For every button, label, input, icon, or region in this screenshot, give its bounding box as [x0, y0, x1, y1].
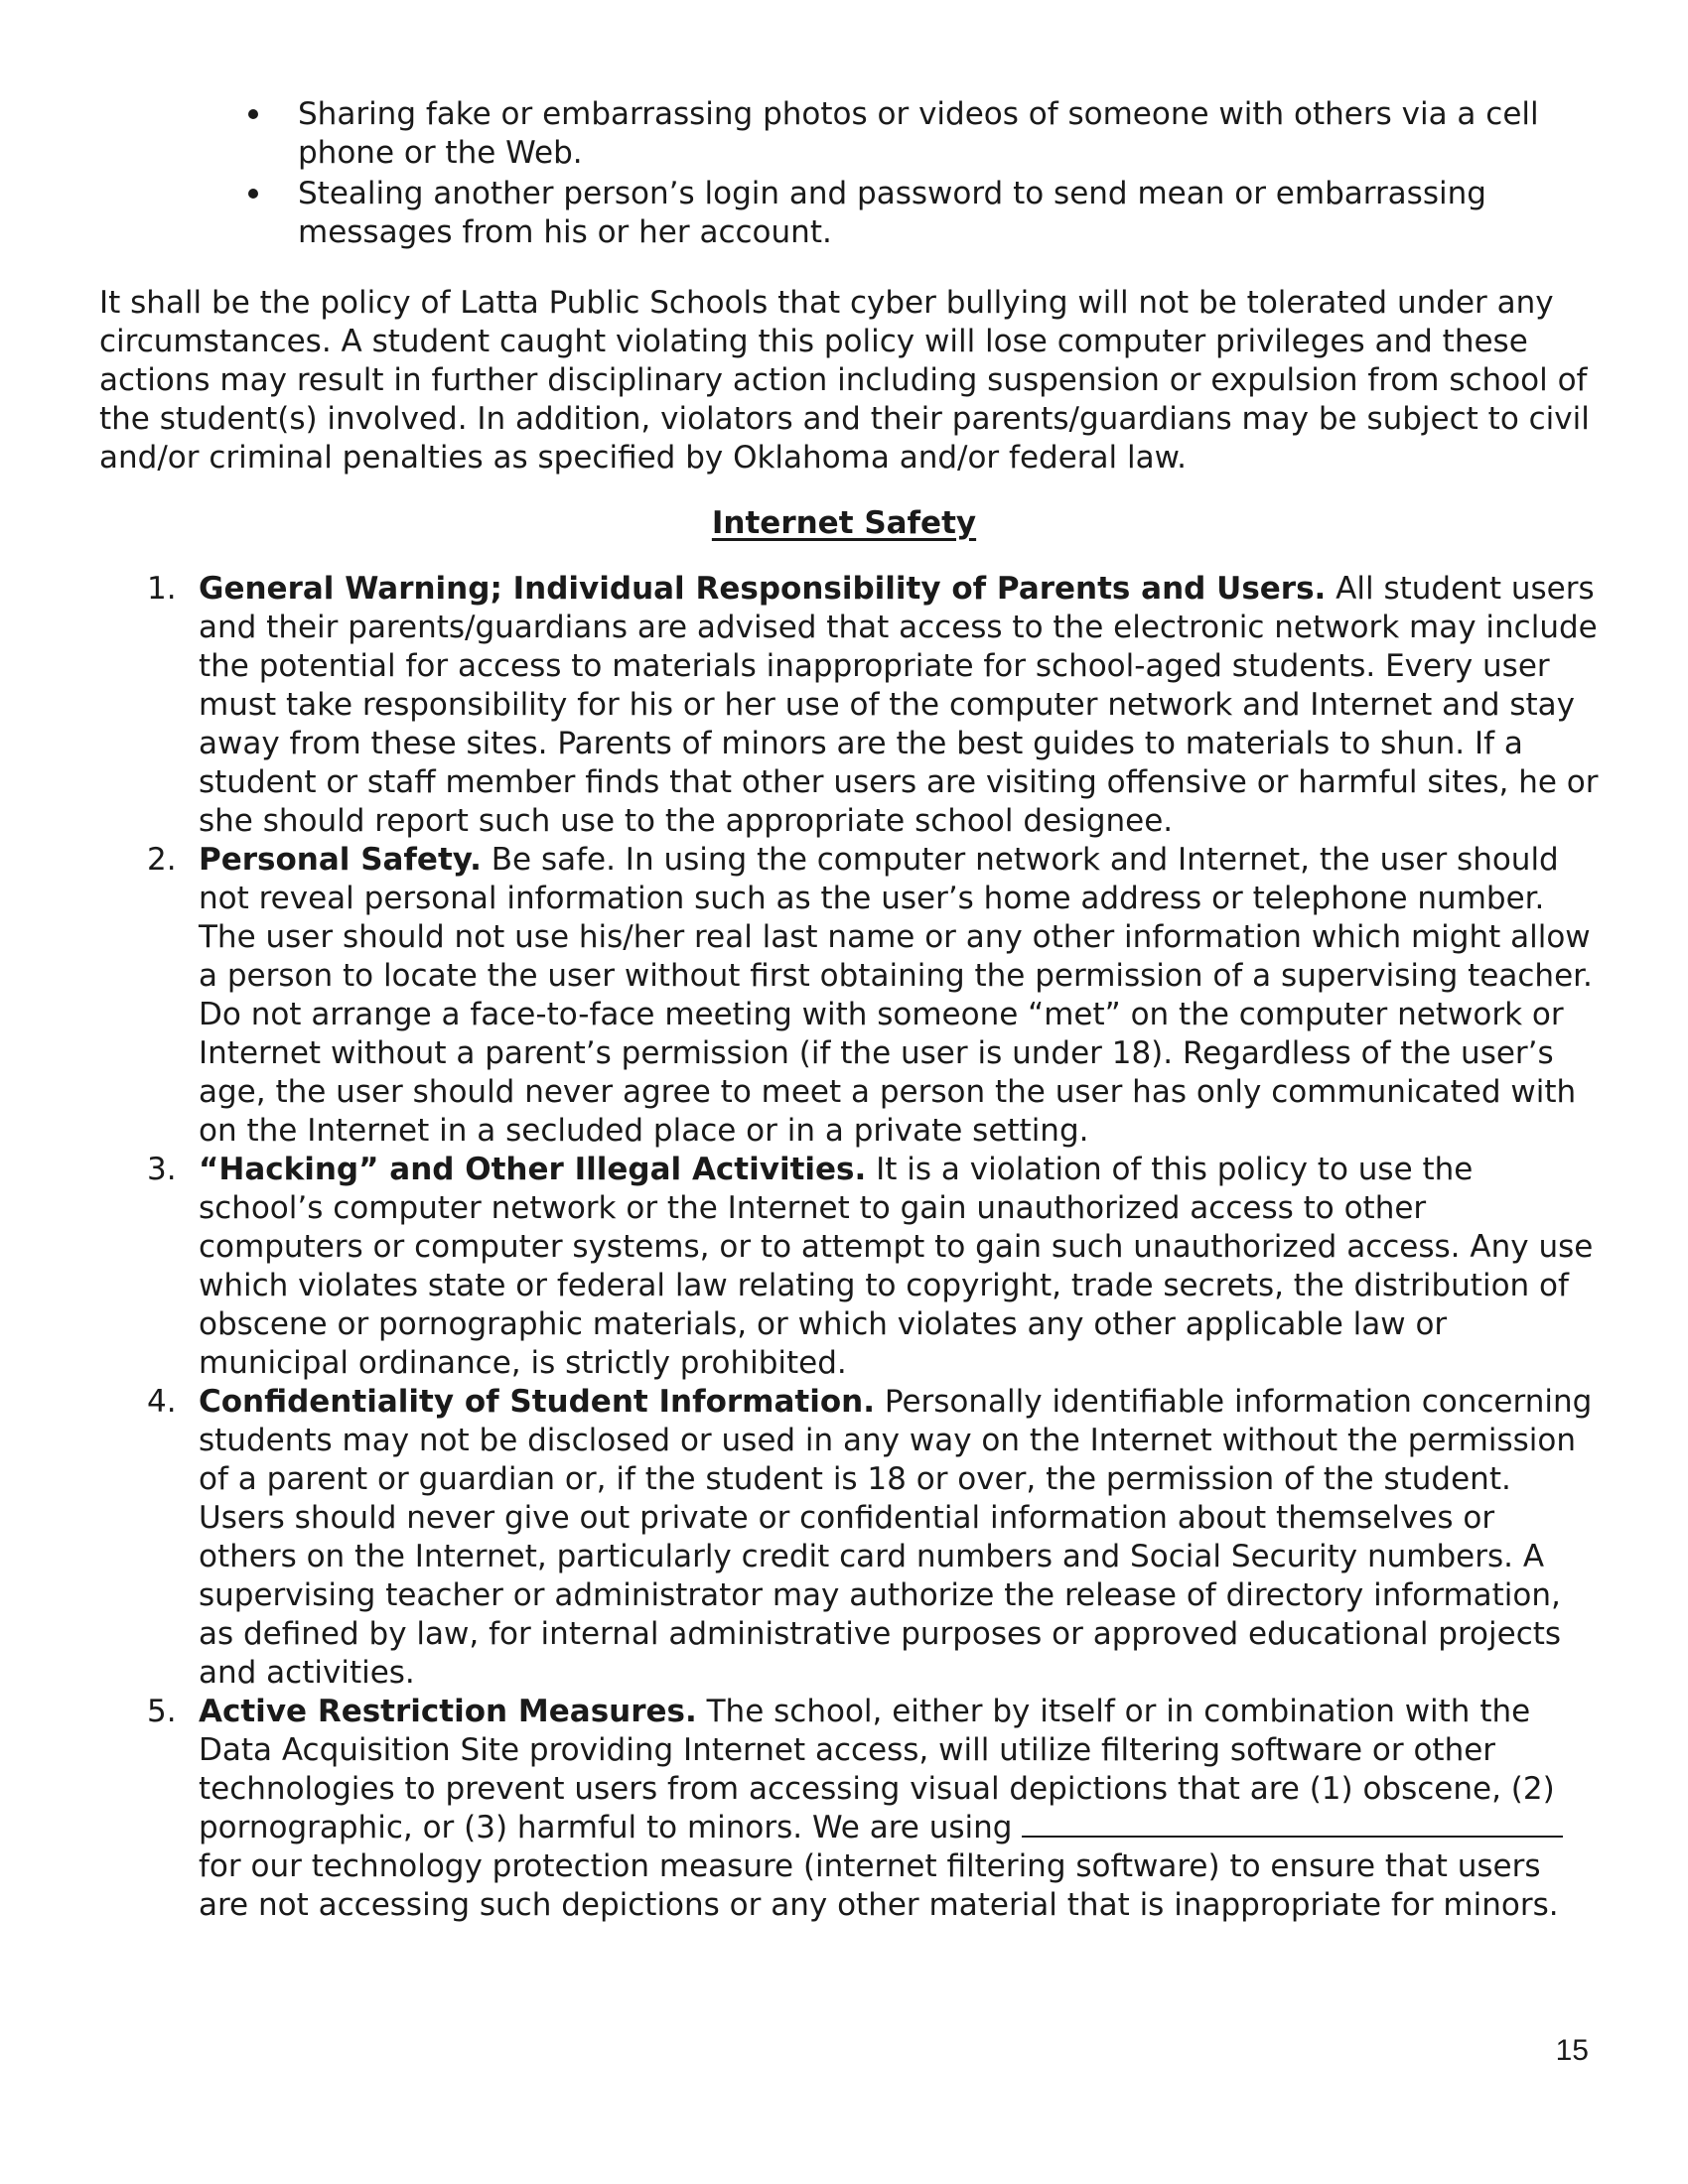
item-body-continued: for our technology protection measure (internet filtering software) to ensure that users are not accessing such depictions or any other material that is inappropriate for minors. [199, 1848, 1559, 1923]
item-number: 5. [147, 1694, 177, 1729]
item-heading: “Hacking” and Other Illegal Activities. [199, 1152, 867, 1187]
bullet-item [238, 175, 1569, 252]
item-heading: Personal Safety. [199, 842, 482, 878]
bullet-dot-icon [248, 189, 258, 199]
item-number: 4. [147, 1384, 177, 1420]
bullet-text: Sharing fake or embarrassing photos or videos of someone with others via a cell phone or the Web. [298, 96, 1539, 171]
bullet-list [238, 95, 1569, 254]
list-item-active-restriction [139, 1693, 1599, 1925]
bullet-text: Stealing another person’s login and password to send mean or embarrassing messages from his or her account. [298, 176, 1486, 250]
item-body: It is a violation of this policy to use the school’s computer network or the Internet to gain unauthorized access to other computers or computer systems, or to attempt to gain such unauthorized access. Any use which violates state or federal law relating to copyright, trade secrets, the distribution of obscene or pornographic materials, or which violates any other applicable law or municipal ordinance, is strictly prohibited. [199, 1152, 1594, 1381]
cyberbullying-policy-paragraph: It shall be the policy of Latta Public Schools that cyber bullying will not be tolerated under any circumstances. A student caught violating this policy will lose computer privileges and these actions may result in further disciplinary action including suspension or expulsion from school of the student(s) involved. In addition, violators and their parents/guardians may be subject to civil and/or criminal penalties as specified by Oklahoma and/or federal law. [99, 285, 1590, 476]
item-body: Be safe. In using the computer network and Internet, the user should not reveal personal information such as the user’s home address or telephone number. The user should not use his/her real last name or any other information which might allow a person to locate the user without first obtaining the permission of a supervising teacher. Do not arrange a face-to-face meeting with someone “met” on the computer network or Internet without a parent’s permission (if the user is under 18). Regardless of the user’s age, the user should never agree to meet a person the user has only communicated with on the Internet in a secluded place or in a private setting. [199, 842, 1593, 1149]
page-number: 15 [1555, 2034, 1589, 2067]
list-item-confidentiality [139, 1383, 1599, 1693]
item-body: Personally identifiable information concerning students may not be disclosed or used in any way on the Internet without the permission of a parent or guardian or, if the student is 18 or over, the permission of the student. Users should never give out private or confidential information about themselves or others on the Internet, particularly credit card numbers and Social Security numbers. A supervising teacher or administrator may authorize the release of directory information, as defined by law, for internal administrative purposes or approved educational projects and activities. [199, 1384, 1593, 1691]
internet-safety-list [139, 570, 1599, 1925]
item-heading: Confidentiality of Student Information. [199, 1384, 875, 1420]
item-heading: Active Restriction Measures. [199, 1694, 697, 1729]
item-number: 2. [147, 842, 177, 878]
item-body: The school, either by itself or in combination with the Data Acquisition Site providing Internet access, will utilize filtering software or other technologies to prevent users from accessing visual depictions that are (1) obscene, (2) pornographic, or (3) harmful to minors. We are using [199, 1694, 1555, 1845]
item-number: 3. [147, 1152, 177, 1187]
section-title-internet-safety: Internet Safety [711, 505, 977, 541]
item-number: 1. [147, 571, 177, 607]
bullet-dot-icon [248, 109, 258, 119]
list-item-general-warning [139, 570, 1599, 841]
filter-software-blank-line [1022, 1812, 1563, 1838]
list-item-hacking [139, 1151, 1599, 1383]
list-item-personal-safety [139, 841, 1599, 1151]
bullet-item [238, 95, 1569, 173]
item-body: All student users and their parents/guardians are advised that access to the electronic network may include the potential for access to materials inappropriate for school-aged students. Every user must take responsibility for his or her use of the computer network and Internet and stay away from these sites. Parents of minors are the best guides to materials to shun. If a student or staff member finds that other users are visiting offensive or harmful sites, he or she should report such use to the appropriate school designee. [199, 571, 1599, 839]
item-heading: General Warning; Individual Responsibility of Parents and Users. [199, 571, 1327, 607]
